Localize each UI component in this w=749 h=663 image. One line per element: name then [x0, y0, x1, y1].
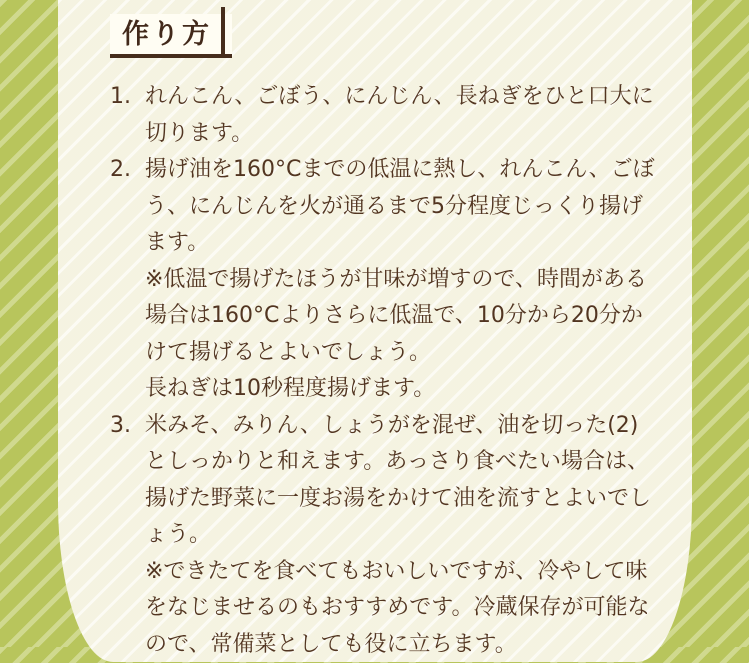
recipe-content	[58, 0, 692, 663]
section-title-box	[110, 14, 232, 58]
step-text: 揚げ油を160°Cまでの低温に熱し、れんこん、ごぼう、にんじんを火が通るまで5分程度じっくり揚げます。	[145, 152, 660, 262]
instruction-step-3	[110, 408, 660, 663]
step-number: 1.	[110, 79, 145, 116]
step-note: ※低温で揚げたほうが甘味が増すので、時間がある場合は160°Cよりさらに低温で、10分から20分かけて揚げるとよいでしょう。	[145, 262, 660, 372]
step-number: 3.	[110, 408, 145, 445]
instruction-list	[110, 79, 660, 663]
section-title: 作り方	[122, 19, 212, 50]
title-accent-line	[221, 7, 225, 58]
step-number: 2.	[110, 152, 145, 189]
instruction-step-1	[110, 79, 660, 152]
step-body	[145, 408, 660, 663]
step-body	[145, 152, 660, 408]
step-note: ※できたてを食べてもおいしいですが、冷やして味をなじませるのもおすすめです。冷蔵保存が可能なので、常備菜としても役に立ちます。	[145, 554, 660, 663]
step-text: 米みそ、みりん、しょうがを混ぜ、油を切った(2)としっかりと和えます。あっさり食べたい場合は、揚げた野菜に一度お湯をかけて油を流すとよいでしょう。	[145, 408, 660, 554]
step-note: 長ねぎは10秒程度揚げます。	[145, 371, 660, 408]
recipe-paper	[58, 0, 692, 662]
step-body	[145, 79, 660, 152]
step-text: れんこん、ごぼう、にんじん、長ねぎをひと口大に切ります。	[145, 79, 660, 152]
instruction-step-2	[110, 152, 660, 408]
